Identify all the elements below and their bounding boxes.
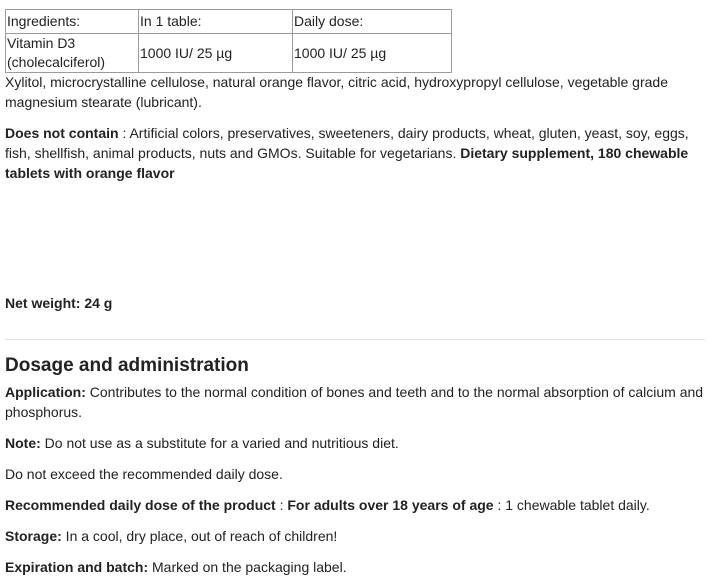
table-row bbox=[6, 34, 452, 73]
expiration bbox=[5, 557, 705, 577]
header-per-tablet: In 1 table: bbox=[139, 10, 293, 34]
supplement-description: Dietary supplement, 180 chewable tablets with orange flavor bbox=[5, 145, 689, 181]
recommended-text: : 1 chewable tablet daily. bbox=[493, 497, 650, 513]
other-ingredients: Xylitol, microcrystalline cellulose, natural orange flavor, citric acid, hydroxypropyl cellulose, vegetable grade magnesium stearate (lubricant). bbox=[5, 74, 668, 110]
table-header-row bbox=[6, 10, 452, 34]
section-divider bbox=[5, 339, 705, 340]
recommended-separator: : bbox=[275, 497, 288, 513]
recommended-adults: For adults over 18 years of age bbox=[287, 497, 494, 513]
application bbox=[5, 382, 705, 422]
ingredients-table bbox=[5, 9, 452, 73]
does-not-contain bbox=[5, 123, 705, 183]
storage bbox=[5, 526, 705, 546]
cell-daily-dose: 1000 IU/ 25 µg bbox=[293, 34, 452, 73]
expiration-text: Marked on the packaging label. bbox=[148, 559, 347, 575]
net-weight-text: Net weight: 24 g bbox=[5, 295, 113, 311]
note-text: Do not use as a substitute for a varied and nutritious diet. bbox=[40, 435, 399, 451]
does-not-contain-label: Does not contain bbox=[5, 125, 119, 141]
header-daily-dose: Daily dose: bbox=[293, 10, 452, 34]
note-label: Note: bbox=[5, 435, 41, 451]
does-not-contain-text: : Artificial colors, preservatives, sweeteners, dairy products, wheat, gluten, yeast, soy, eggs, fish, shellfish, animal products, nuts and GMOs. Suitable for vegetarians. bbox=[5, 125, 689, 161]
application-text: Contributes to the normal condition of bones and teeth and to the normal absorption of calcium and phosphorus. bbox=[5, 384, 704, 420]
net-weight bbox=[5, 293, 705, 313]
note bbox=[5, 433, 705, 453]
product-description bbox=[5, 9, 705, 577]
cell-ingredient bbox=[6, 34, 139, 73]
dose-warning: Do not exceed the recommended daily dose. bbox=[5, 466, 283, 482]
storage-label: Storage: bbox=[5, 528, 62, 544]
dosage-heading: Dosage and administration bbox=[5, 355, 249, 376]
header-ingredients: Ingredients: bbox=[6, 10, 139, 34]
expiration-label: Expiration and batch: bbox=[5, 559, 149, 575]
recommended-dose bbox=[5, 495, 705, 515]
application-label: Application: bbox=[5, 384, 86, 400]
ingredient-name: Vitamin D3 bbox=[7, 35, 76, 51]
ingredient-chemical-name: (cholecalciferol) bbox=[7, 54, 106, 70]
recommended-label: Recommended daily dose of the product bbox=[5, 497, 276, 513]
storage-text: In a cool, dry place, out of reach of children! bbox=[61, 528, 338, 544]
cell-per-tablet: 1000 IU/ 25 µg bbox=[139, 34, 293, 73]
